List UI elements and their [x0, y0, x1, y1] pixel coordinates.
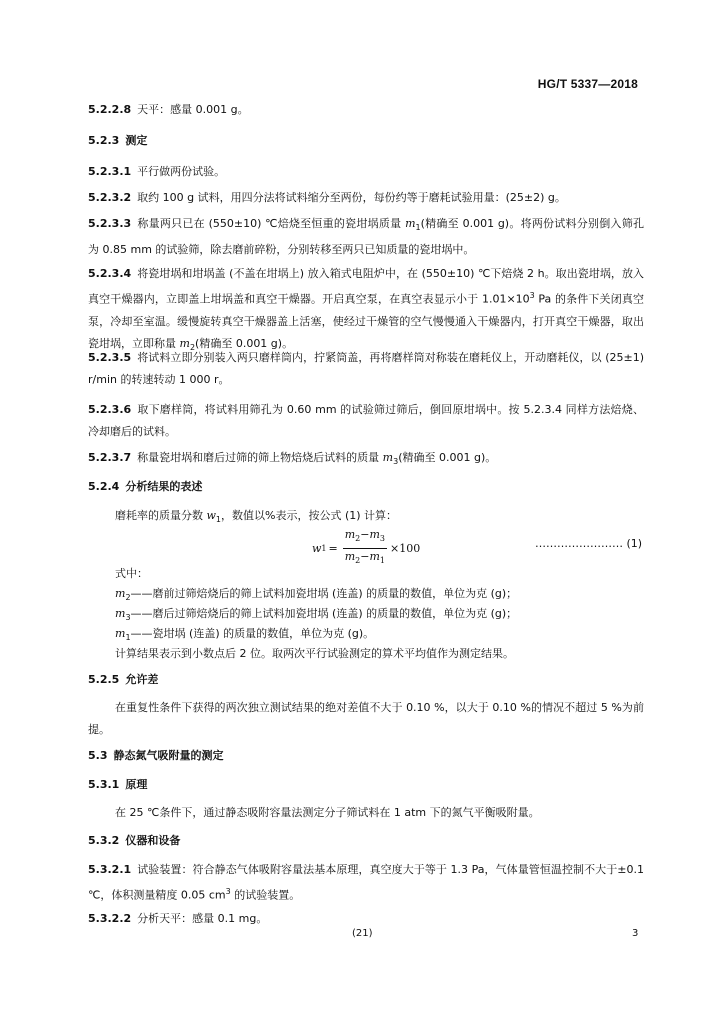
clause-5-2-3-3: 5.2.3.3 称量两只已在 (550±10) ℃焙烧至恒重的瓷坩埚质量 $m_1$(精确至 0.001 g)。将两份试料分别倒入筛孔为 0.85 mm 的试验筛，除去磨前碎粉，分别转移至两只已知质量的瓷坩埚中。: [88, 217, 644, 257]
clause-5-2-3-1: 5.2.3.1 平行做两份试验。: [88, 165, 226, 178]
equation-number: …………………… (1): [535, 537, 643, 550]
calc-note: 计算结果表示到小数点后 2 位。取两次平行试验测定的算术平均值作为测定结果。: [115, 647, 514, 660]
heading-5-2-4: 5.2.4 分析结果的表述: [88, 480, 203, 493]
where-label: 式中：: [115, 567, 148, 580]
clause-5-3-2-1: 5.3.2.1 试验装置：符合静态气体吸附容量法基本原理，真空度大于等于 1.3 Pa，气体量管恒温控制不大于±0.1 ℃，体积测量精度 0.05 $cm^3$ 的试验装置。: [88, 863, 644, 902]
tolerance-text: 在重复性条件下获得的两次独立测试结果的绝对差值不大于 0.10 %，以大于 0.10 %的情况不超过 5 %为前提。: [88, 701, 644, 736]
clause-5-2-3-7: 5.2.3.7 称量瓷坩埚和磨后过筛的筛上物焙烧后试料的质量 $m_3$(精确至 0.001 g)。: [88, 451, 497, 467]
standard-number: HG/T 5337—2018: [537, 77, 638, 91]
formula-intro: 磨耗率的质量分数 $w_1$，数值以%表示，按公式 (1) 计算：: [115, 509, 398, 525]
heading-5-3-2: 5.3.2 仪器和设备: [88, 834, 181, 847]
heading-5-3: 5.3 静态氮气吸附量的测定: [88, 749, 224, 762]
definition-m3: $m_3——$磨后过筛焙烧后的筛上试料加瓷坩埚 (连盖) 的质量的数值，单位为克 (g)；: [115, 607, 518, 623]
clause-5-3-2-2: 5.3.2.2 分析天平：感量 0.1 mg。: [88, 912, 268, 925]
clause-5-2-3-2: 5.2.3.2 取约 100 g 试料，用四分法将试料缩分至两份，每份约等于磨耗试验用量：(25±2) g。: [88, 191, 566, 204]
fraction-denominator: $m_2-m_1$: [344, 549, 386, 565]
footer-page-number: 3: [632, 928, 639, 939]
clause-5-2-3-4: 5.2.3.4 将瓷坩埚和坩埚盖 (不盖在坩埚上) 放入箱式电阻炉中，在 (550±10) ℃下焙烧 2 h。取出瓷坩埚，放入真空干燥器内，立即盖上坩埚盖和真空干燥器。开启真空泵，在真空表显示小于 $1.01\times 10^3$ Pa 的条件下关闭真空泵，冷却至室温。缓慢旋转真空干燥器盖上活塞，使经过干燥管的空气慢慢通入干燥器内，打开真空干燥器，取出瓷坩埚，立即称量 $m_2$(精确至 0.001 g)。: [88, 267, 645, 352]
principle-text: 在 25 ℃条件下，通过静态吸附容量法测定分子筛试料在 1 atm 下的氮气平衡吸附量。: [115, 806, 540, 819]
definition-m2: $m_2——$磨前过筛焙烧后的筛上试料加瓷坩埚 (连盖) 的质量的数值，单位为克 (g)；: [115, 587, 518, 603]
clause-5-2-3-6: 5.2.3.6 取下磨样筒，将试料用筛孔为 0.60 mm 的试验筛过筛后，倒回原坩埚中。按 5.2.3.4 同样方法焙烧、冷却磨后的试料。: [88, 403, 644, 438]
definition-m1: $m_1——$瓷坩埚 (连盖) 的质量的数值，单位为克 (g)。: [115, 627, 375, 643]
heading-5-3-1: 5.3.1 原理: [88, 778, 148, 791]
clause-5-2-2-8: 5.2.2.8 天平：感量 0.001 g。: [88, 103, 249, 116]
fraction-numerator: $m_2-m_3$: [343, 528, 387, 548]
heading-5-2-3: 5.2.3 测定: [88, 134, 148, 147]
formula-1: w 1 = $\frac{m_2-m_3}{m_2-m_1}$ ×100: [312, 528, 420, 568]
clause-5-2-3-5: 5.2.3.5 将试料立即分别装入两只磨样筒内，拧紧筒盖，再将磨样筒对称装在磨耗仪上，开动磨耗仪，以 (25±1) r/min 的转速转动 1 000 r。: [88, 351, 644, 386]
footer-page-code: (21): [352, 928, 373, 939]
fraction: [343, 528, 387, 567]
heading-5-2-5: 5.2.5 允许差: [88, 673, 159, 686]
